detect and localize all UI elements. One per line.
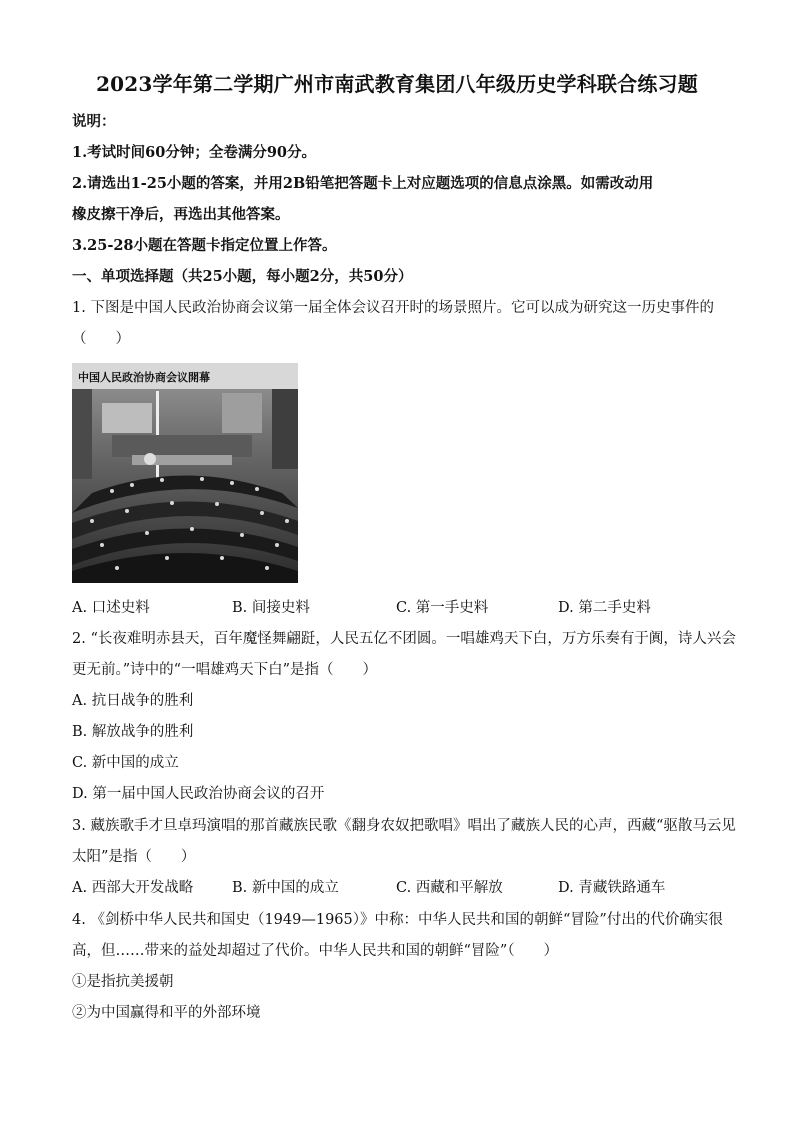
photo-banner: 中国人民政治协商会议開幕 bbox=[78, 371, 210, 384]
instruction-item-1: 1.考试时间60分钟；全卷满分90分。 bbox=[72, 144, 316, 161]
instruction-item-2-cont: 橡皮擦干净后，再选出其他答案。 bbox=[72, 206, 290, 223]
instructions-heading: 说明： bbox=[72, 113, 116, 130]
q2-option-c: C. 新中国的成立 bbox=[72, 755, 179, 771]
instruction-item-3: 3.25-28小题在答题卡指定位置上作答。 bbox=[72, 237, 337, 254]
q4-stem-line2: 高，但……带来的益处却超过了代价。中华人民共和国的朝鲜“冒险”（ ） bbox=[72, 943, 559, 959]
instruction-item-2: 2.请选出1-25小题的答案，并用2B铅笔把答题卡上对应题选项的信息点涂黑。如需改动用 bbox=[72, 175, 654, 192]
q2-stem-line2: 更无前。”诗中的“一唱雄鸡天下白”是指（ ） bbox=[72, 662, 377, 678]
q3-option-c: C. 西藏和平解放 bbox=[396, 880, 503, 896]
q4-stem-line1: 4. 《剑桥中华人民共和国史（1949—1965）》中称：中华人民共和国的朝鲜“冒险”付出的代价确实很 bbox=[72, 912, 723, 928]
q1-option-d: D. 第二手史料 bbox=[558, 600, 651, 616]
q2-option-a: A. 抗日战争的胜利 bbox=[72, 693, 194, 709]
q1-photo bbox=[72, 363, 298, 583]
q1-option-c: C. 第一手史料 bbox=[396, 600, 489, 616]
q3-stem-line1: 3. 藏族歌手才旦卓玛演唱的那首藏族民歌《翻身农奴把歌唱》唱出了藏族人民的心声，西藏“驱散马云见 bbox=[72, 818, 736, 834]
q2-option-d: D. 第一届中国人民政治协商会议的召开 bbox=[72, 786, 325, 802]
q3-option-b: B. 新中国的成立 bbox=[232, 880, 339, 896]
q3-stem-line2: 太阳”是指（ ） bbox=[72, 849, 196, 865]
page-title: 2023学年第二学期广州市南武教育集团八年级历史学科联合练习题 bbox=[96, 72, 698, 96]
q4-item-2: ②为中国赢得和平的外部环境 bbox=[72, 1005, 261, 1021]
q1-stem-line1: 1. 下图是中国人民政治协商会议第一届全体会议召开时的场景照片。它可以成为研究这一历史事件的 bbox=[72, 300, 714, 316]
q2-option-b: B. 解放战争的胜利 bbox=[72, 724, 194, 740]
conference-hall-photo bbox=[72, 363, 298, 583]
q3-option-d: D. 青藏铁路通车 bbox=[558, 880, 666, 896]
q3-option-a: A. 西部大开发战略 bbox=[72, 880, 194, 896]
q1-stem-line2: （ ） bbox=[72, 331, 130, 347]
q1-option-b: B. 间接史料 bbox=[232, 600, 310, 616]
section-heading: 一、单项选择题（共25小题，每小题2分，共50分） bbox=[72, 268, 413, 285]
q1-option-a: A. 口述史料 bbox=[72, 600, 150, 616]
q4-item-1: ①是指抗美援朝 bbox=[72, 974, 174, 990]
q2-stem-line1: 2. “长夜难明赤县天，百年魔怪舞翩跹，人民五亿不团圆。一唱雄鸡天下白，万方乐奏有于阗，诗人兴会 bbox=[72, 631, 736, 647]
